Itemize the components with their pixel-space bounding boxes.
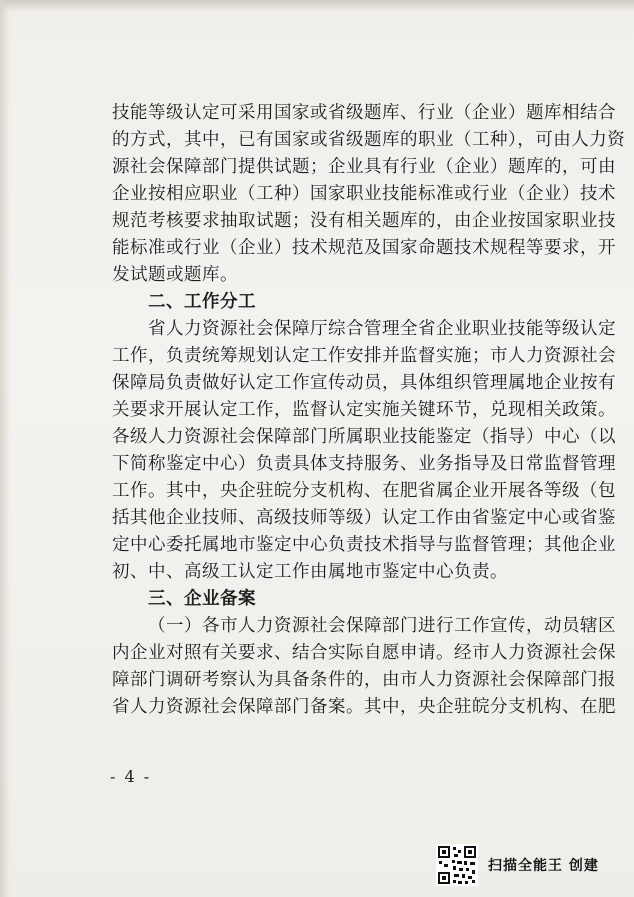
body-line: 关要求开展认定工作，监督认定实施关键环节，兑现相关政策。 [112,400,616,420]
body-line: （一）各市人力资源社会保障部门进行工作宣传，动员辖区 [148,616,616,636]
page-left-shadow [0,0,10,897]
body-line: 省人力资源社会保障部门备案。其中，央企驻皖分支机构、在肥 [112,697,616,717]
section-heading-work-division: 二、工作分工 [148,292,256,312]
body-line: 工作，负责统筹规划认定工作安排并监督实施；市人力资源社会 [112,346,616,366]
body-line: 括其他企业技师、高级技师等级）认定工作由省鉴定中心或省鉴 [112,508,616,528]
scanner-credit-text: 扫描全能王 创建 [488,858,599,874]
body-line: 工作。其中，央企驻皖分支机构、在肥省属企业开展各等级（包 [112,481,616,501]
body-line: 障部门调研考察认为具备条件的，由市人力资源社会保障部门报 [112,670,616,690]
body-line: 企业按相应职业（工种）国家职业技能标准或行业（企业）技术 [112,184,616,204]
body-line: 初、中、高级工认定工作由属地市鉴定中心负责。 [112,562,508,582]
body-line: 技能等级认定可采用国家或省级题库、行业（企业）题库相结合 [112,103,616,123]
scanner-watermark [436,844,599,886]
body-line: 各级人力资源社会保障部门所属职业技能鉴定（指导）中心（以 [112,427,616,447]
body-line: 省人力资源社会保障厅综合管理全省企业职业技能等级认定 [148,319,616,339]
body-line: 定中心委托属地市鉴定中心负责技术指导与监督管理；其他企业 [112,535,616,555]
body-line: 的方式，其中，已有国家或省级题库的职业（工种），可由人力资 [112,130,626,150]
page-number: - 4 - [110,767,152,786]
body-line: 内企业对照有关要求、结合实际自愿申请。经市人力资源社会保 [112,643,616,663]
page-top-shadow [0,0,634,12]
document-body [112,100,626,721]
body-line: 源社会保障部门提供试题；企业具有行业（企业）题库的，可由 [112,157,616,177]
body-line: 能标准或行业（企业）技术规范及国家命题技术规程等要求，开 [112,238,616,258]
body-line: 下简称鉴定中心）负责具体支持服务、业务指导及日常监督管理 [112,454,616,474]
body-line: 保障局负责做好认定工作宣传动员，具体组织管理属地企业按有 [112,373,616,393]
section-heading-enterprise-filing: 三、企业备案 [148,589,256,609]
body-line: 发试题或题库。 [112,265,238,285]
body-line: 规范考核要求抽取试题；没有相关题库的，由企业按国家职业技 [112,211,616,231]
qr-code-icon [436,844,478,886]
